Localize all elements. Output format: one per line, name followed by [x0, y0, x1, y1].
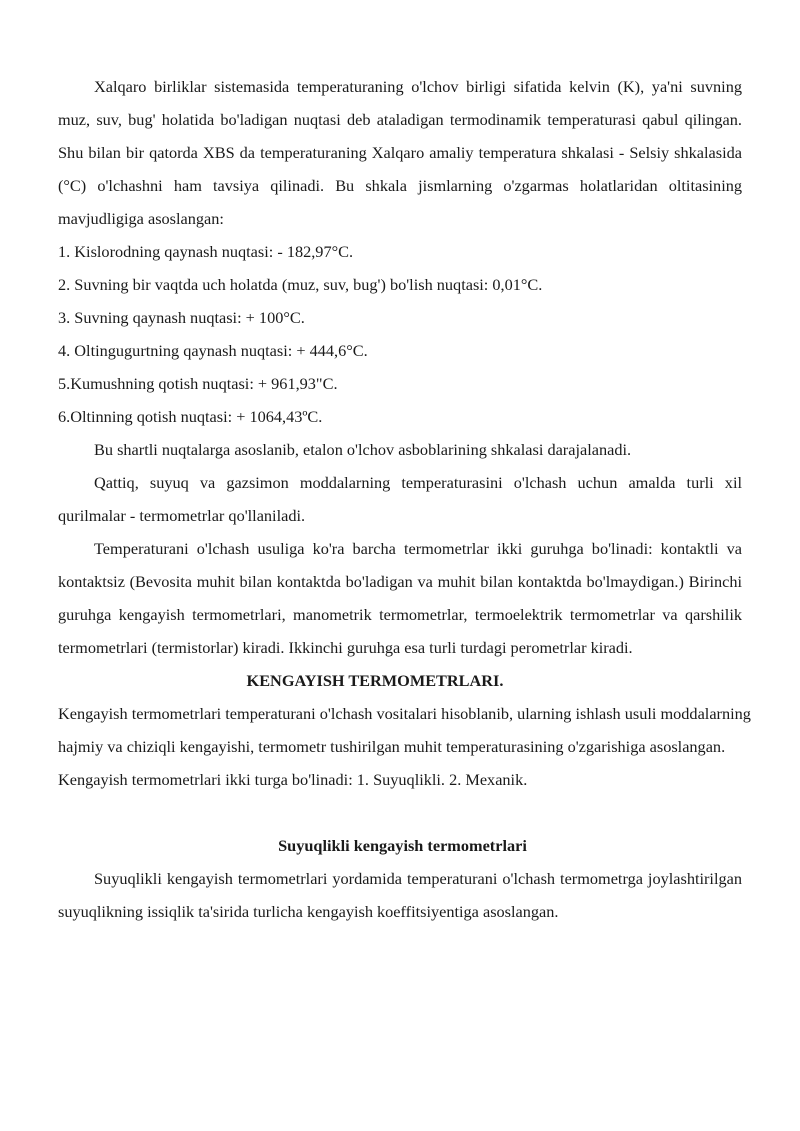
calibration-paragraph: Bu shartli nuqtalarga asoslanib, etalon o'lchov asboblarining shkalasi darajalanadi. [94, 440, 632, 459]
spacer [58, 796, 742, 829]
list-item: 1. Kislorodning qaynash nuqtasi: - 182,97°C. [58, 242, 354, 261]
section-heading-expansion: KENGAYISH TERMOMETRLARI. [246, 671, 504, 690]
list-item: 2. Suvning bir vaqtda uch holatda (muz, suv, bug') bo'lish nuqtasi: 0,01°C. [58, 275, 543, 294]
liquid-paragraph: Suyuqlikli kengayish termometrlari yordamida temperaturani o'lchash termometrga joylashtirilgan suyuqlikning issiqlik ta'sirida turlicha kengayish koeffitsiyentiga asoslangan. [58, 869, 742, 921]
expansion-paragraph: Kengayish termometrlari temperaturani o'lchash vositalari hisoblanib, ularning ishlash usuli moddalarning hajmiy va chiziqli kengayishi, termometr tushirilgan muhit temperaturasining o'zgarishiga asoslangan. Kengayish termometrlari ikki turga bo'linadi: 1. Suyuqlikli. 2. Mexanik. [58, 704, 751, 789]
list-item: 6.Oltinning qotish nuqtasi: + 1064,43ºC. [58, 407, 323, 426]
list-item: 5.Kumushning qotish nuqtasi: + 961,93"C. [58, 374, 338, 393]
list-item: 3. Suvning qaynash nuqtasi: + 100°C. [58, 308, 305, 327]
devices-paragraph: Qattiq, suyuq va gazsimon moddalarning temperaturasini o'lchash uchun amalda turli xil qurilmalar - termometrlar qo'llaniladi. [58, 473, 742, 525]
document-page [58, 70, 751, 928]
intro-paragraph: Xalqaro birliklar sistemasida temperaturaning o'lchov birligi sifatida kelvin (K), ya'ni suvning muz, suv, bug' holatida bo'ladigan nuqtasi deb ataladigan termodinamik temperaturasi qabul qilingan. Shu bilan bir qatorda XBS da temperaturaning Xalqaro amaliy temperatura shkalasi - Selsiy shkalasida (°C) o'lchashni ham tavsiya qilinadi. Bu shkala jismlarning o'zgarmas holatlaridan oltitasining mavjudligiga asoslangan: [58, 77, 742, 228]
list-item: 4. Oltingugurtning qaynash nuqtasi: + 444,6°C. [58, 341, 368, 360]
groups-paragraph: Temperaturani o'lchash usuliga ko'ra barcha termometrlar ikki guruhga bo'linadi: kontaktli va kontaktsiz (Bevosita muhit bilan kontaktda bo'ladigan va muhit bilan kontaktda bo'lmaydigan.) Birinchi guruhga kengayish termometrlari, manometrik termometrlar, termoelektrik termometrlar va qarshilik termometrlari (termistorlar) kiradi. Ikkinchi guruhga esa turli turdagi perometrlar kiradi. [58, 539, 742, 657]
section-heading-liquid: Suyuqlikli kengayish termometrlari [278, 836, 527, 855]
fixed-points-list [58, 235, 742, 433]
